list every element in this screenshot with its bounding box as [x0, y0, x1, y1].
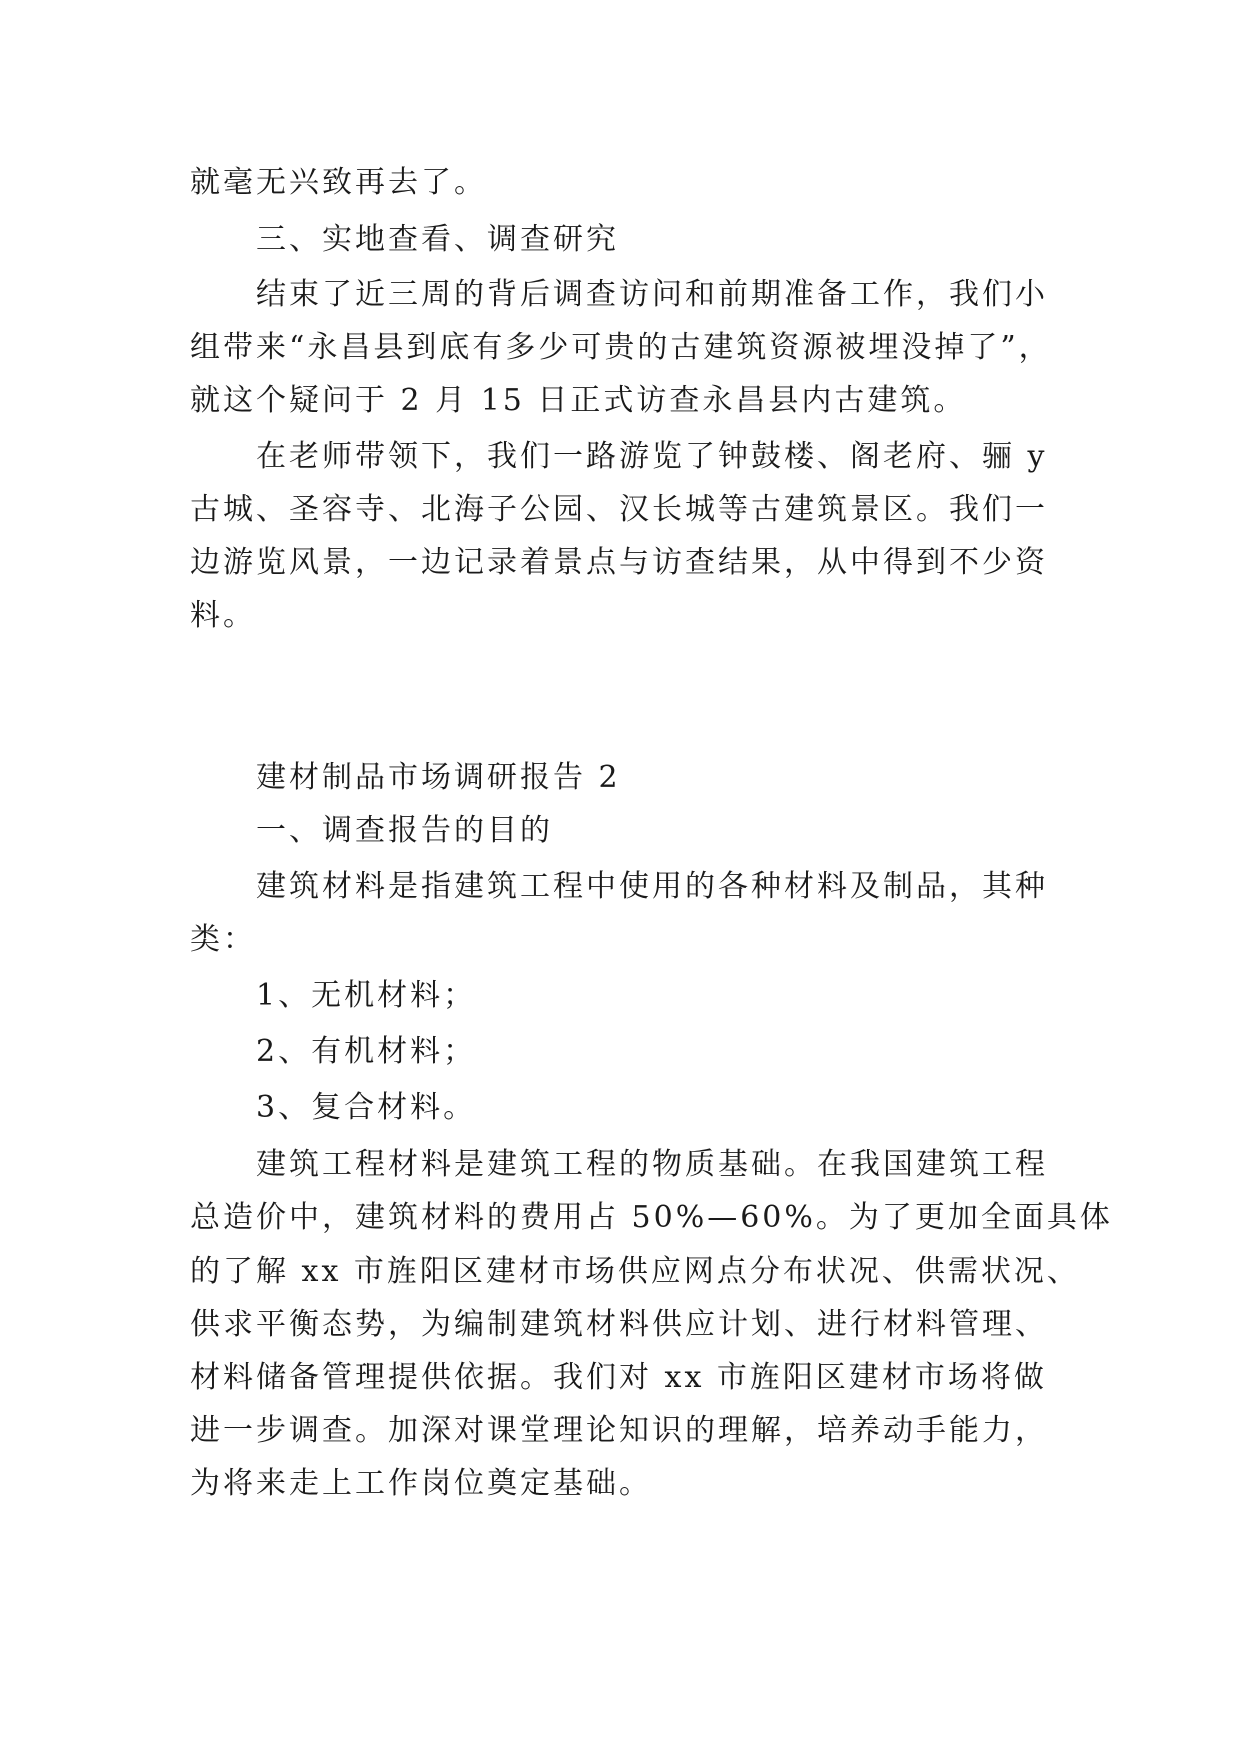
text-line-4: 组带来“永昌县到底有多少可贵的古建筑资源被埋没掉了”， [190, 330, 1052, 365]
text-line-12: 建筑材料是指建筑工程中使用的各种材料及制品，其种 [256, 869, 1048, 904]
text-line-22: 进一步调查。加深对课堂理论知识的理解，培养动手能力， [190, 1413, 1048, 1448]
text-line-21: 材料储备管理提供依据。我们对 xx 市旌阳区建材市场将做 [190, 1360, 1047, 1395]
text-line-19: 的了解 xx 市旌阳区建材市场供应网点分布状况、供需状况、 [190, 1254, 1080, 1289]
section-heading-field-survey: 三、实地查看、调查研究 [256, 222, 619, 257]
list-item-3: 3、复合材料。 [256, 1090, 477, 1125]
text-line-20: 供求平衡态势，为编制建筑材料供应计划、进行材料管理、 [190, 1307, 1048, 1342]
text-line-13: 类： [190, 922, 256, 957]
text-line-18: 总造价中，建筑材料的费用占 50%—60%。为了更加全面具体 [190, 1200, 1113, 1235]
text-line-3: 结束了近三周的背后调查访问和前期准备工作，我们小 [256, 277, 1048, 312]
text-line-9: 料。 [190, 598, 256, 633]
text-line-8: 边游览风景，一边记录着景点与访查结果，从中得到不少资 [190, 545, 1048, 580]
list-item-1: 1、无机材料； [256, 978, 477, 1013]
text-line-5: 就这个疑问于 2 月 15 日正式访查永昌县内古建筑。 [190, 383, 967, 418]
text-line-6: 在老师带领下，我们一路游览了钟鼓楼、阁老府、骊 y [256, 439, 1048, 474]
text-line-23: 为将来走上工作岗位奠定基础。 [190, 1466, 652, 1501]
report-title: 建材制品市场调研报告 2 [256, 760, 621, 795]
text-line-1: 就毫无兴致再去了。 [190, 165, 487, 200]
text-line-17: 建筑工程材料是建筑工程的物质基础。在我国建筑工程 [256, 1147, 1048, 1182]
text-line-7: 古城、圣容寺、北海子公园、汉长城等古建筑景区。我们一 [190, 492, 1048, 527]
section-heading-purpose: 一、调查报告的目的 [256, 813, 553, 848]
list-item-2: 2、有机材料； [256, 1034, 477, 1069]
